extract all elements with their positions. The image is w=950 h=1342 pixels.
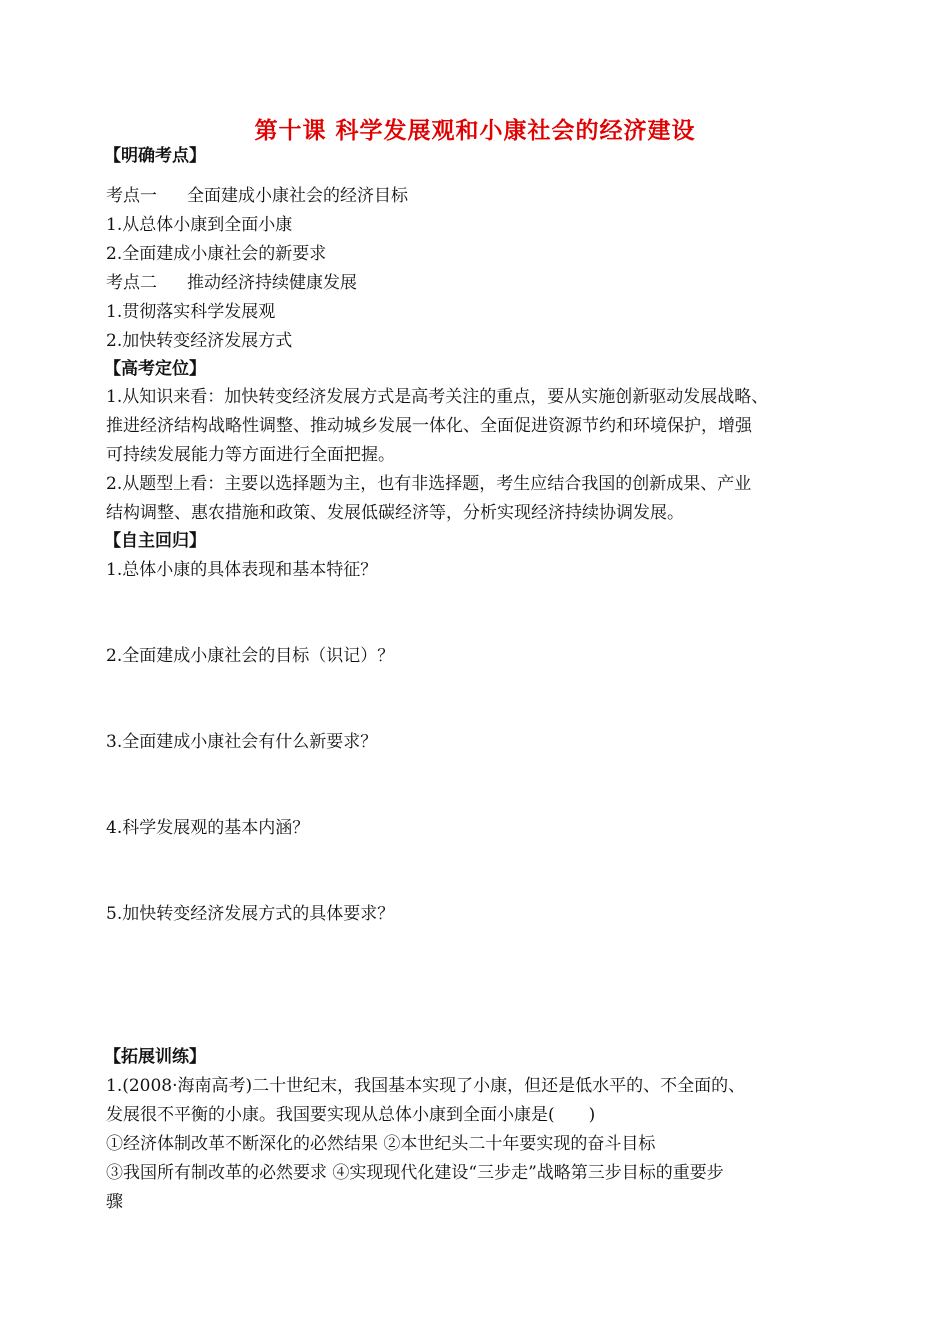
- key-point-2-text: 推动经济持续健康发展: [187, 273, 357, 293]
- practice-line: ③我国所有制改革的必然要求 ④实现现代化建设“三步走”战略第三步目标的重要步: [106, 1163, 724, 1183]
- exam-focus-line: 推进经济结构战略性调整、推动城乡发展一体化、全面促进资源节约和环境保护，增强: [106, 416, 752, 436]
- section-heading-exam-focus: 【高考定位】: [104, 359, 206, 379]
- practice-line: ①经济体制改革不断深化的必然结果 ②本世纪头二十年要实现的奋斗目标: [106, 1134, 656, 1154]
- lesson-title: 第十课 科学发展观和小康社会的经济建设: [254, 118, 696, 144]
- exam-focus-line: 2.从题型上看：主要以选择题为主，也有非选择题，考生应结合我国的创新成果、产业: [106, 474, 752, 494]
- review-question: 2.全面建成小康社会的目标（识记）？: [106, 646, 395, 666]
- key-point-2-item: 2.加快转变经济发展方式: [106, 331, 293, 351]
- key-point-1-text: 全面建成小康社会的经济目标: [187, 186, 408, 206]
- key-point-1: [106, 186, 408, 206]
- key-point-1-label: 考点一: [106, 186, 157, 206]
- practice-line: 发展很不平衡的小康。我国要实现从总体小康到全面小康是( ): [106, 1105, 596, 1125]
- practice-line: 1.(2008·海南高考)二十世纪末，我国基本实现了小康，但还是低水平的、不全面的、: [106, 1076, 746, 1096]
- key-point-1-item: 1.从总体小康到全面小康: [106, 215, 293, 235]
- key-point-2-label: 考点二: [106, 273, 157, 293]
- section-heading-practice: 【拓展训练】: [104, 1047, 206, 1067]
- exam-focus-line: 结构调整、惠农措施和政策、发展低碳经济等，分析实现经济持续协调发展。: [106, 503, 684, 523]
- review-question: 5.加快转变经济发展方式的具体要求？: [106, 904, 395, 924]
- section-heading-self-review: 【自主回归】: [104, 531, 206, 551]
- section-heading-key-points: 【明确考点】: [104, 146, 206, 166]
- review-question: 3.全面建成小康社会有什么新要求？: [106, 732, 378, 752]
- exam-focus-line: 可持续发展能力等方面进行全面把握。: [106, 445, 395, 465]
- review-question: 4.科学发展观的基本内涵？: [106, 818, 310, 838]
- review-question: 1.总体小康的具体表现和基本特征？: [106, 560, 378, 580]
- key-point-1-item: 2.全面建成小康社会的新要求: [106, 244, 327, 264]
- key-point-2-item: 1.贯彻落实科学发展观: [106, 302, 276, 322]
- exam-focus-line: 1.从知识来看：加快转变经济发展方式是高考关注的重点，要从实施创新驱动发展战略、: [106, 387, 769, 407]
- key-point-2: [106, 273, 357, 293]
- practice-line: 骤: [106, 1192, 123, 1212]
